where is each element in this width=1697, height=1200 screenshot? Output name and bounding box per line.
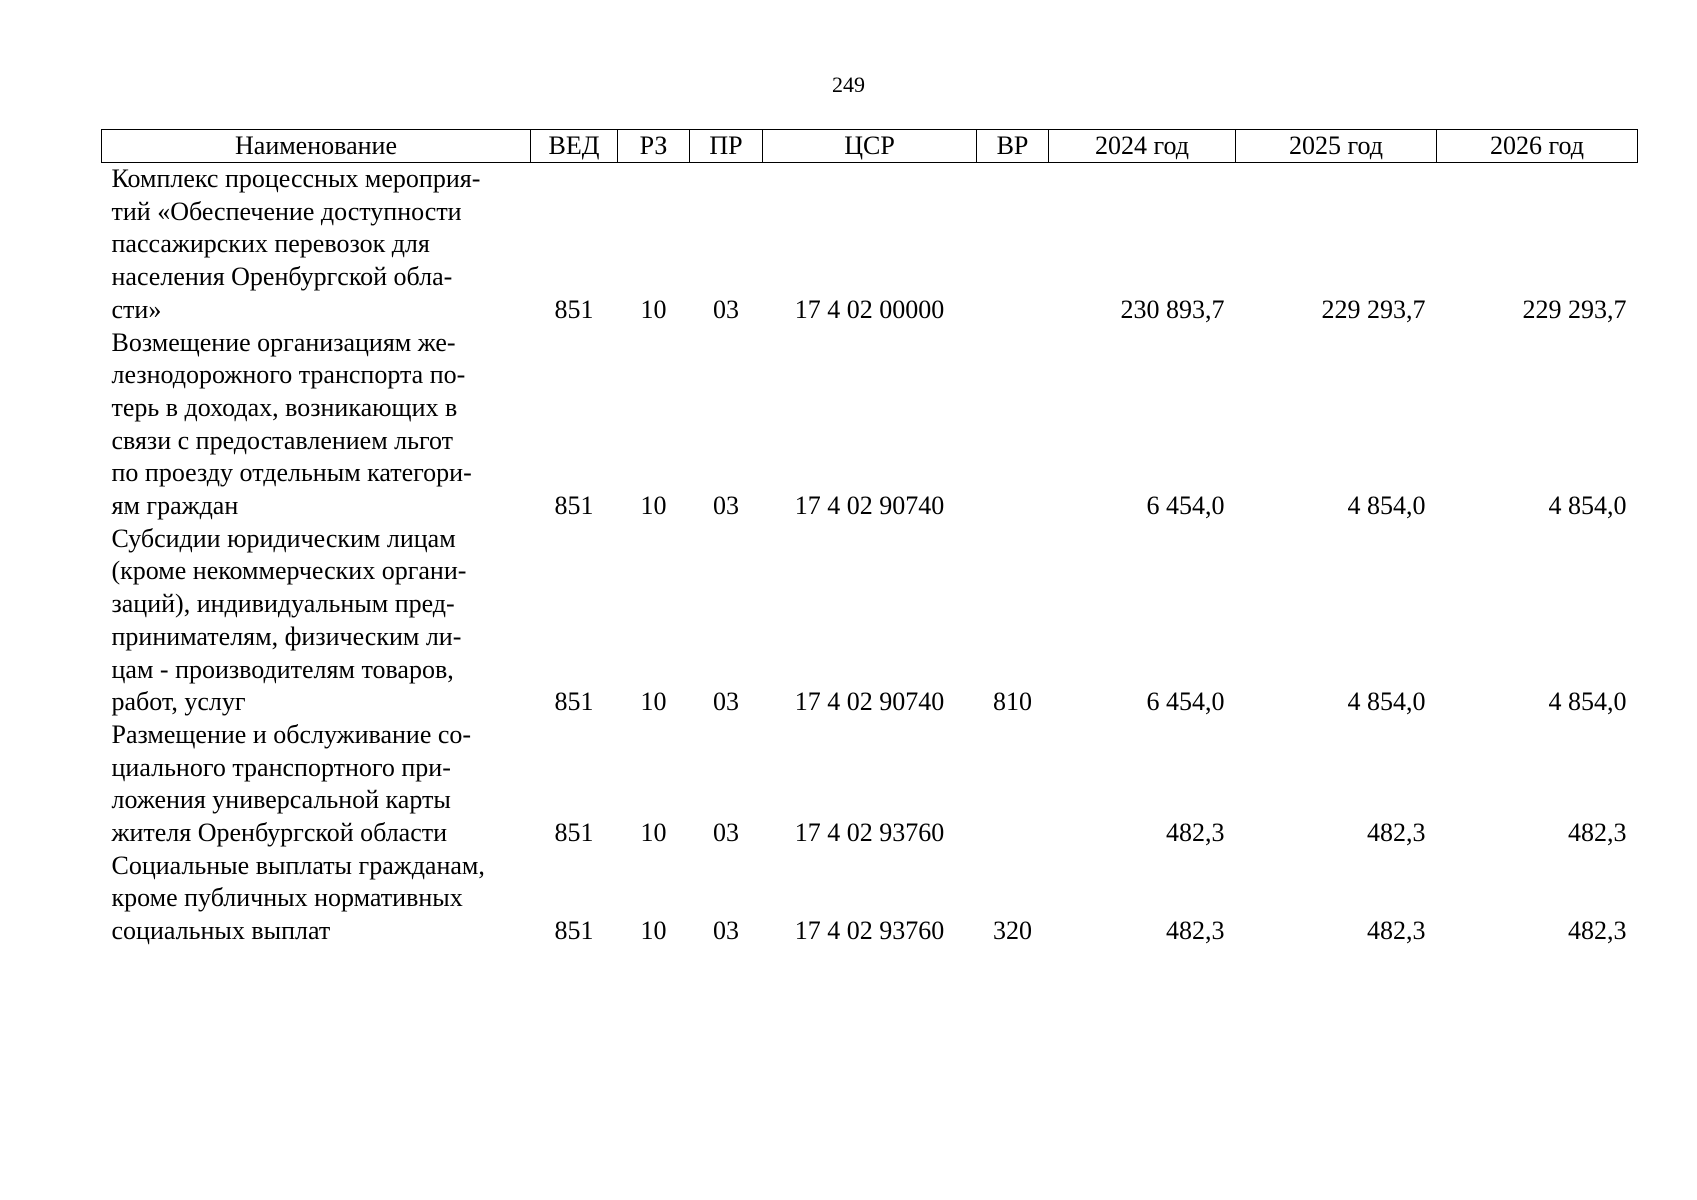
row-name: Возмещение организациям же- лезнодорожного транспорта по- терь в доходах, возникающих в связи с предоставлением льгот по проезду отдельным категори- ям граждан (111, 327, 472, 521)
row-vr (977, 163, 1049, 327)
header-2024: 2024 год (1049, 130, 1236, 163)
row-csr: 17 4 02 90740 (794, 491, 945, 521)
row-2025: 482,3 (1367, 916, 1426, 946)
row-pr: 03 (713, 491, 739, 521)
row-2026: 482,3 (1568, 916, 1627, 946)
header-name: Наименование (102, 130, 531, 163)
header-vr: ВР (977, 130, 1049, 163)
row-rz: 10 (640, 491, 667, 521)
table-row (102, 163, 1638, 327)
row-2026: 229 293,7 (1522, 294, 1627, 324)
row-ved: 851 (554, 491, 594, 521)
table-header-row (102, 130, 1638, 163)
row-pr: 03 (713, 294, 739, 324)
row-ved: 851 (554, 687, 594, 717)
row-ved: 851 (554, 818, 594, 848)
row-name: Размещение и обслуживание со- циального транспортного при- ложения универсальной карты жителя Оренбургской области (111, 719, 472, 848)
row-2025: 229 293,7 (1321, 294, 1426, 324)
table-row (102, 719, 1638, 850)
row-name: Комплекс процессных мероприя- тий «Обеспечение доступности пассажирских перевозок для населения Оренбургской обла- сти» (111, 164, 481, 324)
row-vr (977, 719, 1049, 850)
row-rz: 10 (640, 818, 667, 848)
row-csr: 17 4 02 93760 (794, 916, 945, 946)
row-rz: 10 (640, 687, 667, 717)
row-ved: 851 (554, 916, 594, 946)
row-pr: 03 (713, 818, 739, 848)
header-rz: РЗ (618, 130, 690, 163)
header-pr: ПР (690, 130, 763, 163)
row-vr: 320 (993, 916, 1032, 946)
row-2026: 4 854,0 (1548, 491, 1627, 521)
header-2025: 2025 год (1236, 130, 1437, 163)
row-vr (977, 327, 1049, 523)
row-vr: 810 (993, 687, 1032, 717)
row-2025: 482,3 (1367, 818, 1426, 848)
page-number: 249 (832, 72, 865, 97)
header-csr: ЦСР (763, 130, 977, 163)
row-csr: 17 4 02 90740 (794, 687, 945, 717)
table-row (102, 327, 1638, 523)
row-csr: 17 4 02 00000 (794, 294, 945, 324)
header-2026: 2026 год (1437, 130, 1638, 163)
row-2024: 230 893,7 (1120, 294, 1225, 324)
header-ved: ВЕД (531, 130, 618, 163)
row-rz: 10 (640, 916, 667, 946)
row-ved: 851 (554, 294, 594, 324)
row-2025: 4 854,0 (1347, 491, 1426, 521)
row-2024: 482,3 (1166, 818, 1225, 848)
row-2024: 6 454,0 (1146, 491, 1225, 521)
row-name: Субсидии юридическим лицам (кроме некоммерческих органи- заций), индивидуальным пред- принимателям, физическим ли- цам - производителям товаров, работ, услуг (111, 523, 467, 717)
row-2024: 482,3 (1166, 916, 1225, 946)
row-rz: 10 (640, 294, 667, 324)
budget-table (101, 129, 1638, 948)
row-pr: 03 (713, 916, 739, 946)
row-2026: 482,3 (1568, 818, 1627, 848)
row-2025: 4 854,0 (1347, 687, 1426, 717)
row-2026: 4 854,0 (1548, 687, 1627, 717)
row-name: Социальные выплаты гражданам, кроме публичных нормативных социальных выплат (111, 850, 485, 946)
table-row (102, 850, 1638, 948)
row-csr: 17 4 02 93760 (794, 818, 945, 848)
table-row (102, 523, 1638, 719)
row-2024: 6 454,0 (1146, 687, 1225, 717)
row-pr: 03 (713, 687, 739, 717)
